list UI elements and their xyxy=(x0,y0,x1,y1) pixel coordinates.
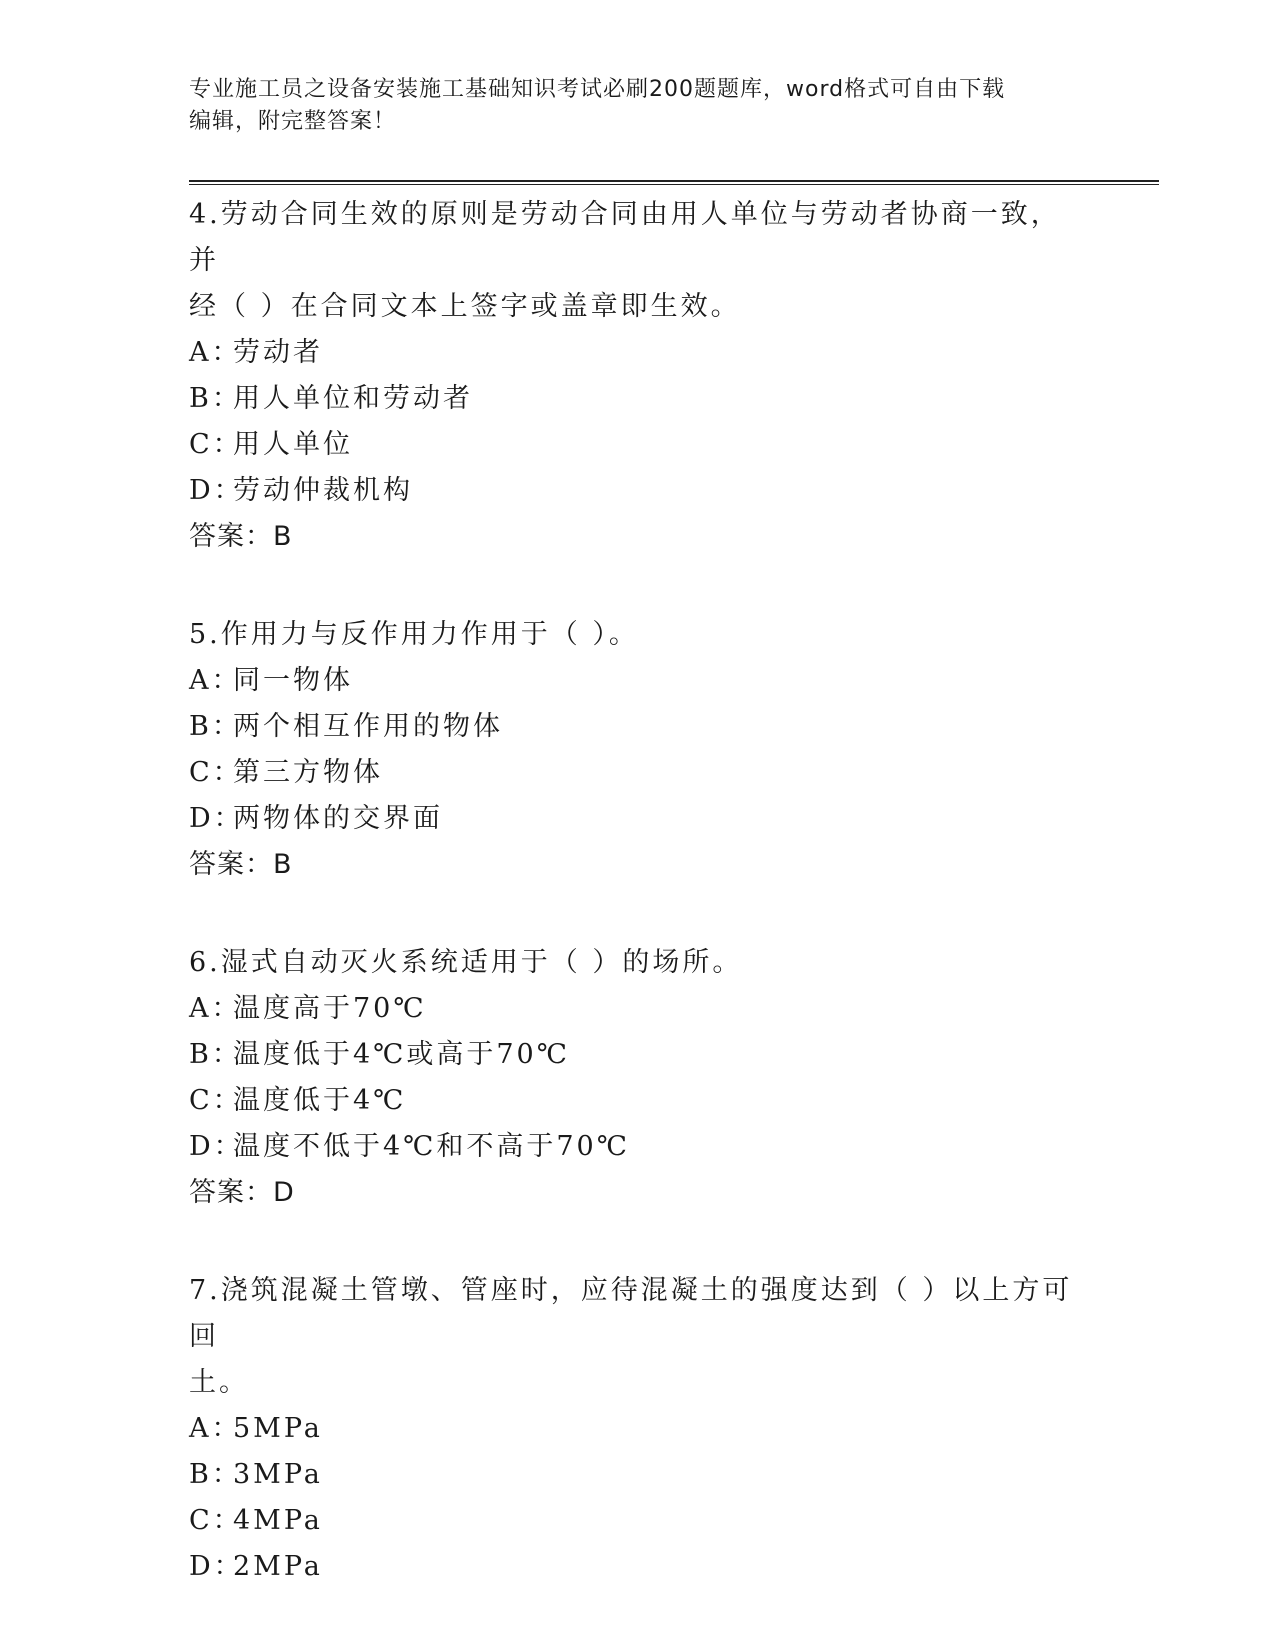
option-key: B： xyxy=(189,1039,242,1070)
header-line-2: 编辑，附完整答案！ xyxy=(189,109,397,134)
question-7 xyxy=(189,1268,1089,1590)
option-text: 温度低于4℃ xyxy=(233,1085,407,1116)
option-text: 4MPa xyxy=(233,1505,323,1536)
option-d xyxy=(189,1544,1089,1590)
question-stem xyxy=(189,192,1089,330)
question-stem-line: 6.湿式自动灭火系统适用于（ ）的场所。 xyxy=(189,947,743,978)
question-stem-line: 经（ ）在合同文本上签字或盖章即生效。 xyxy=(189,291,741,322)
question-stem xyxy=(189,940,1089,986)
option-text: 第三方物体 xyxy=(233,757,383,788)
question-stem-line: 4.劳动合同生效的原则是劳动合同由用人单位与劳动者协商一致，并 xyxy=(189,199,1061,276)
option-text: 3MPa xyxy=(233,1459,323,1490)
question-6 xyxy=(189,940,1089,1216)
option-key: A： xyxy=(189,665,242,696)
option-d xyxy=(189,468,1089,514)
option-text: 温度不低于4℃和不高于70℃ xyxy=(233,1131,630,1162)
option-key: A： xyxy=(189,993,242,1024)
option-b xyxy=(189,704,1089,750)
header-divider-thick xyxy=(189,180,1159,182)
question-stem xyxy=(189,612,1089,658)
option-d xyxy=(189,1124,1089,1170)
question-5 xyxy=(189,612,1089,888)
option-text: 2MPa xyxy=(233,1551,323,1582)
option-a xyxy=(189,330,1089,376)
option-key: C： xyxy=(189,757,243,788)
option-a xyxy=(189,1406,1089,1452)
option-key: B： xyxy=(189,711,242,742)
option-text: 同一物体 xyxy=(233,665,353,696)
option-c xyxy=(189,750,1089,796)
option-b xyxy=(189,1452,1089,1498)
option-key: D： xyxy=(189,803,244,834)
option-key: A： xyxy=(189,1413,242,1444)
question-stem-line: 土。 xyxy=(189,1367,249,1398)
answer-line: 答案：D xyxy=(189,1177,295,1208)
option-key: B： xyxy=(189,1459,242,1490)
question-stem xyxy=(189,1268,1089,1406)
document-header xyxy=(189,74,1079,138)
question-stem-line: 5.作用力与反作用力作用于（ ）。 xyxy=(189,619,639,650)
answer-line: 答案：B xyxy=(189,521,293,552)
option-c xyxy=(189,1498,1089,1544)
option-text: 用人单位和劳动者 xyxy=(233,383,473,414)
option-c xyxy=(189,1078,1089,1124)
option-key: D： xyxy=(189,475,244,506)
option-d xyxy=(189,796,1089,842)
option-a xyxy=(189,658,1089,704)
question-stem-line: 7.浇筑混凝土管墩、管座时，应待混凝土的强度达到（ ）以上方可回 xyxy=(189,1275,1073,1352)
option-key: D： xyxy=(189,1551,244,1582)
option-key: B： xyxy=(189,383,242,414)
option-text: 劳动仲裁机构 xyxy=(233,475,413,506)
question-4 xyxy=(189,192,1089,560)
option-text: 温度低于4℃或高于70℃ xyxy=(233,1039,570,1070)
option-b xyxy=(189,376,1089,422)
option-key: C： xyxy=(189,429,243,460)
header-line-1: 专业施工员之设备安装施工基础知识考试必刷200题题库，word格式可自由下载 xyxy=(189,77,1006,102)
option-c xyxy=(189,422,1089,468)
option-a xyxy=(189,986,1089,1032)
option-text: 用人单位 xyxy=(233,429,353,460)
question-list xyxy=(189,192,1089,1642)
option-text: 劳动者 xyxy=(233,337,323,368)
option-key: C： xyxy=(189,1505,243,1536)
option-text: 温度高于70℃ xyxy=(233,993,427,1024)
option-text: 两物体的交界面 xyxy=(233,803,443,834)
option-key: D： xyxy=(189,1131,244,1162)
header-divider-thin xyxy=(189,184,1159,185)
option-text: 两个相互作用的物体 xyxy=(233,711,503,742)
answer-line: 答案：B xyxy=(189,849,293,880)
option-key: C： xyxy=(189,1085,243,1116)
option-text: 5MPa xyxy=(233,1413,323,1444)
option-key: A： xyxy=(189,337,242,368)
option-b xyxy=(189,1032,1089,1078)
